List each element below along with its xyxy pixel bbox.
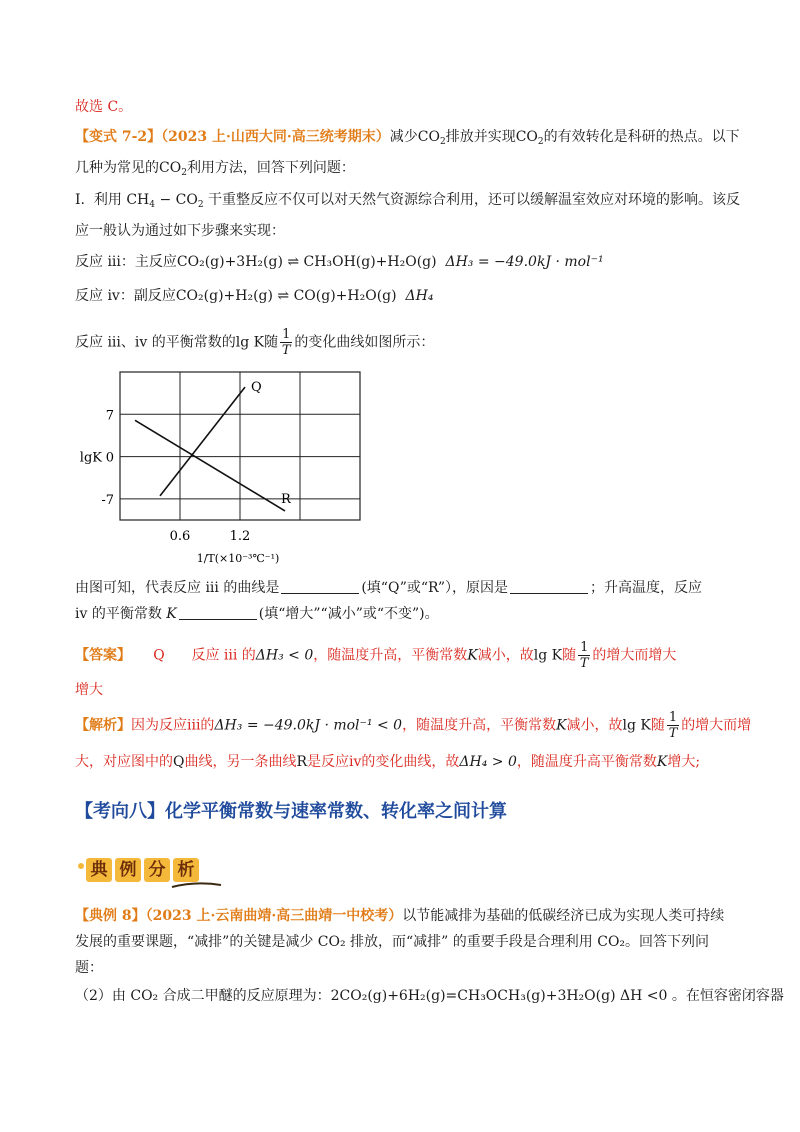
chart-svg: [80, 362, 380, 567]
text: iv 的平衡常数: [75, 606, 162, 622]
reaction-equation: CO₂(g)+H₂(g) ⇌ CO(g)+H₂O(g): [175, 288, 397, 304]
text: (填“: [361, 580, 388, 596]
answer-line-1: [75, 640, 676, 671]
answer-blank[interactable]: [510, 579, 588, 594]
example-tag: 【典例 8】: [75, 908, 146, 924]
formula-ch4-co2: $CH_4 - CO_2$: [126, 192, 204, 210]
text: ，随温度升高平衡常数: [516, 754, 657, 770]
y-tick-label: -7: [101, 492, 114, 508]
reaction-iv: [75, 286, 433, 306]
text: Q: [173, 754, 185, 770]
question-line-1: [75, 578, 702, 598]
example-analysis-badge: [76, 856, 226, 886]
answer-line-2: 增大: [75, 682, 103, 698]
example-line-1: [75, 906, 724, 926]
reaction-enthalpy: ΔH₄: [405, 288, 434, 304]
k-symbol: K: [166, 606, 177, 622]
text: 减小，故: [477, 647, 534, 664]
formula-co2: $CO_2$: [417, 129, 446, 147]
example-line-2: 发展的重要课题，“减排”的关键是减少 CO₂ 排放，而“减排” 的重要手段是合理利用 CO₂。回答下列问: [75, 934, 710, 950]
variant-line-2: [75, 158, 355, 183]
analysis-tag: 【解析】: [75, 717, 131, 734]
text: ”或“: [399, 580, 429, 596]
text: ；升高温度，反应: [590, 580, 702, 596]
k-symbol: K: [556, 717, 567, 734]
fraction-1-over-t: $\frac{1}{T}$: [281, 327, 291, 358]
enthalpy: ΔH₃ < 0: [255, 647, 314, 664]
reaction-iii: [75, 252, 604, 272]
text: 由图可知，代表反应 iii 的曲线是: [75, 580, 280, 596]
variant-source: （2023 上·山西大同·高三统考期末）: [161, 129, 390, 145]
text: ，随温度升高，平衡常数: [402, 717, 557, 734]
text: 以节能减排为基础的低碳经济已成为实现人类可持续: [402, 908, 725, 924]
text: 是反应iv的变化曲线，故: [307, 754, 460, 770]
y-axis-label: lgK: [80, 450, 102, 466]
text: Q: [387, 580, 400, 596]
question-line-2: [75, 604, 439, 624]
enthalpy: ΔH₃ = −49.0kJ · mol⁻¹ < 0: [214, 717, 403, 734]
lgk-symbol: lg K: [622, 717, 651, 734]
text: ”），原因是: [437, 580, 508, 596]
lgk-symbol: lg K: [235, 334, 265, 351]
section-heading: 【考向八】化学平衡常数与速率常数、转化率之间计算: [75, 801, 507, 822]
series-label-q: Q: [251, 380, 262, 396]
text: 随: [650, 717, 665, 734]
text: 随: [264, 334, 279, 351]
y-tick-label: 7: [105, 408, 114, 424]
reaction-label: 反应 iii：主反应: [75, 254, 177, 270]
answer-q: Q: [153, 647, 165, 664]
series-line-r: [135, 420, 285, 511]
conclusion-text: 故选 C。: [75, 99, 133, 115]
text: 利用方法，回答下列问题：: [186, 160, 355, 176]
variant-line-5: [75, 327, 434, 358]
badge-char: 分: [144, 858, 170, 882]
text: 曲线，另一条曲线: [184, 754, 297, 770]
x-tick-label: 1.2: [229, 529, 251, 544]
formula-co2: $CO_2$: [159, 160, 187, 178]
text: 因为反应iii的: [131, 717, 215, 734]
series-label-r: R: [281, 491, 291, 507]
reaction-enthalpy: ΔH₃ = −49.0kJ · mol⁻¹: [445, 254, 604, 270]
text: 大，对应图中的: [75, 754, 173, 770]
enthalpy: ΔH₄ > 0: [459, 754, 517, 770]
example-line-4: （2）由 CO₂ 合成二甲醚的反应原理为：2CO₂(g)+6H₂(g)=CH₃OCH₃(g)+3H₂O(g) ΔH <0 。在恒容密闭容器: [75, 988, 784, 1004]
text: 利用: [93, 192, 122, 208]
analysis-line-1: [75, 710, 751, 741]
variant-line-3: [75, 190, 740, 215]
lgk-symbol: lg K: [533, 647, 563, 664]
text: 的增大而增大: [592, 647, 677, 664]
reaction-label: 反应 iv：副反应: [75, 288, 176, 304]
text: 减小，故: [566, 717, 623, 734]
formula-co2: $CO_2$: [515, 129, 544, 147]
text: R: [428, 580, 438, 596]
badge-char: 析: [173, 858, 199, 882]
text: 的变化曲线如图所示：: [294, 334, 435, 351]
answer-blank[interactable]: [179, 605, 257, 620]
k-symbol: K: [656, 754, 668, 770]
fraction-1-over-t: $\frac{1}{T}$: [579, 640, 589, 671]
text: R: [296, 754, 308, 770]
y-tick-label: 0: [105, 450, 114, 466]
example-line-3: 题：: [75, 960, 103, 976]
text: 反应 iii 的: [191, 647, 256, 664]
badge-char: 例: [115, 858, 141, 882]
variant-line-4: 应一般认为通过如下步骤来实现：: [75, 223, 285, 239]
reaction-equation: CO₂(g)+3H₂(g) ⇌ CH₃OH(g)+H₂O(g): [176, 254, 437, 270]
text: ，随温度升高，平衡常数: [313, 647, 468, 664]
badge-char: 典: [86, 858, 112, 882]
text: 增大;: [667, 754, 701, 770]
variant-line-1: [75, 127, 740, 152]
variant-tag: 【变式 7-2】: [75, 129, 162, 145]
text: 减少: [389, 129, 418, 145]
k-symbol: K: [467, 647, 478, 664]
text: 随: [562, 647, 577, 664]
text: 排放并实现: [445, 129, 516, 145]
x-axis-label: 1/T(×10⁻³℃⁻¹): [196, 552, 280, 565]
text: (填“增大”“减小”或“不变”)。: [258, 606, 439, 622]
fraction-1-over-t: $\frac{1}{T}$: [668, 710, 678, 741]
example-source: （2023 上·云南曲靖·高三曲靖一中校考）: [145, 908, 403, 924]
text: 干重整反应不仅可以对天然气资源综合利用，还可以缓解温室效应对环境的影响。该反: [208, 192, 741, 208]
lgk-chart: [80, 362, 380, 567]
text: 几种为常见的: [75, 160, 159, 176]
text: 的增大而增: [681, 717, 752, 734]
text: 反应 iii、iv 的平衡常数的: [75, 334, 236, 351]
answer-tag: 【答案】: [75, 647, 131, 664]
answer-blank[interactable]: [281, 579, 359, 594]
part-label: I.: [75, 192, 85, 208]
x-tick-label: 0.6: [169, 529, 191, 544]
text: 的有效转化是科研的热点。以下: [543, 129, 740, 145]
analysis-line-2: [75, 752, 700, 772]
